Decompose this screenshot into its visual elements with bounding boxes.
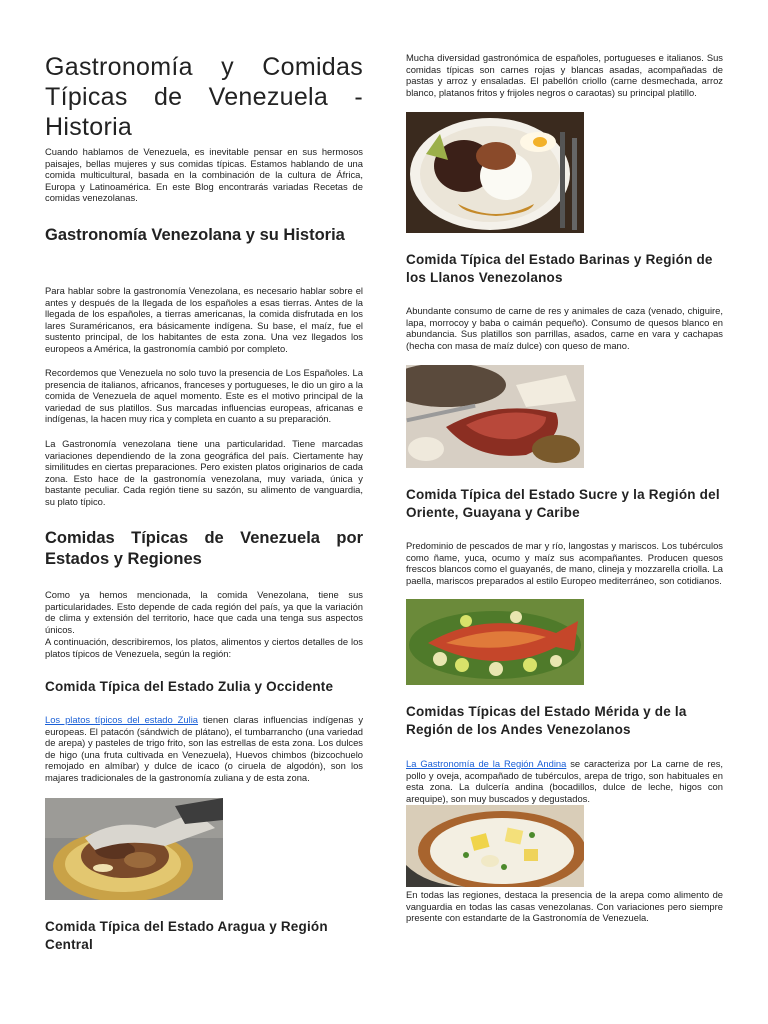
zulia-paragraph <box>45 714 363 783</box>
zulia-heading: Comida Típica del Estado Zulia y Occidente <box>45 679 334 694</box>
historia-paragraph-3: La Gastronomía venezolana tiene una particularidad. Tiene marcadas variaciones dependiendo de la zona geográfica del país. Ciertamente hay similitudes en ciertas preparaciones. Pero existen platos originarios de cada zona. Esto hace de la gastronomía venezolana, muy variada, única y bastante peculiar. Cada región tiene su sazón, su alimento de vanguardia, su plato típico. <box>45 438 363 507</box>
central-paragraph: Mucha diversidad gastronómica de españoles, portugueses e italianos. Sus comidas típicas son carnes rojas y blancas asadas, acompañadas de pastas y arroz y ensaladas. El pabellón criollo (carne desmechada, arroz blanco, platanos fritos y frijoles negros o caraotas) su principal platillo. <box>406 52 723 98</box>
zulia-link[interactable]: Los platos típicos del estado Zulia <box>45 714 199 725</box>
merida-text: se caracteriza por La carne de res, pollo y oveja, acompañado de tubérculos, arepa de trigo, son habituales en esta zona. La dulcería andina (bocadillos, dulce de leche, higos con arequipe), son muy buscados y degustados. <box>406 758 724 804</box>
page-title: Gastronomía y Comidas Típicas de Venezuela - Historia <box>45 53 363 141</box>
merida-paragraph <box>406 758 723 804</box>
aragua-heading: Comida Típica del Estado Aragua y Región Central <box>45 919 328 952</box>
section-heading-estados: Comidas Típicas de Venezuela por Estados y Regiones <box>45 529 363 568</box>
merida-heading: Comidas Típicas del Estado Mérida y de la Región de los Andes Venezolanos <box>406 704 687 737</box>
sucre-paragraph: Predominio de pescados de mar y río, langostas y mariscos. Los tubérculos como ñame, yuca, ocumo y maíz sus acompañantes. Producen quesos frescos blancos como el guayanés, de mano, clineja y mozzarella criolla. La paella, mariscos preparados al estilo Europeo mediterráneo, son cotidianos. <box>406 540 723 586</box>
patacon-photo <box>45 798 223 900</box>
barinas-paragraph: Abundante consumo de carne de res y animales de caza (venado, chiguire, lapa, morrocoy y baba o caimán pequeño). Consumo de quesos blanco en abundancia. Sus platillos son parrillas, asados, carne en vara y cachapas (hecha con masa de maíz dulce) con queso de mano. <box>406 305 723 351</box>
sucre-heading: Comida Típica del Estado Sucre y la Región del Oriente, Guayana y Caribe <box>406 487 720 520</box>
section-heading-historia: Gastronomía Venezolana y su Historia <box>45 226 345 244</box>
zulia-text: tienen claras influencias indígenas y europeas. El patacón (sándwich de plátano), el tumbarrancho (una variedad de arepa) y pasteles de trigo frito, son las estrellas de esta zona. Los dulces de higo (una fruta cultivada en Venezuela), Huevos chimbos (bizcochuelo remojado en almíbar) y dulce de icaco (o ciruela de algodón), son los majares tradicionales de la gastronomía zuliana y de esta zona. <box>45 714 364 783</box>
carne-asada-photo <box>406 365 584 468</box>
closing-paragraph: En todas las regiones, destaca la presencia de la arepa como alimento de vanguardia en todas las casas venezolanas. Con variaciones pero siempre presente con estandarte de la Gastronomía de Venezuela. <box>406 889 723 923</box>
historia-paragraph-1: Para hablar sobre la gastronomía Venezolana, es necesario hablar sobre el antes y después de la llegada de los españoles a esas tierras. Antes de la llegada de los españoles, a tierras americanas, la comida disfrutada en los lares Suraméricanos, era básicamente indígena. Su base, el maíz, fue el sustento principal, de los habitantes de esta zona. Una vez llegados los europeos a América, la gastronomía cambió por completo. <box>45 285 363 354</box>
estados-paragraph-1: Como ya hemos mencionada, la comida Venezolana, tiene sus particularidades. Esto depende de cada región del país, ya que la variación de clima y extensión del territorio, hace que cada una tenga sus aspectos únicos. <box>45 589 363 635</box>
estados-paragraph-2: A continuación, describiremos, los platos, alimentos y ciertos detalles de los platos típicos de Venezuela, según la región: <box>45 636 363 659</box>
pescado-frito-photo <box>406 599 584 685</box>
pizca-andina-photo <box>406 805 584 887</box>
barinas-heading: Comida Típica del Estado Barinas y Región de los Llanos Venezolanos <box>406 252 713 285</box>
intro-paragraph: Cuando hablamos de Venezuela, es inevitable pensar en sus hermosos paisajes, bellas mujeres y sus comidas típicas. Estamos hablando de una comida multicultural, basada en la combinación de la cultura de África, Europa y Latinoamérica. En este Blog encontrarás variadas Recetas de comidas venezolanas. <box>45 146 363 203</box>
historia-paragraph-2: Recordemos que Venezuela no solo tuvo la presencia de Los Españoles. La presencia de italianos, africanos, franceses y portugueses, le dio un giro a la comida de Venezuela de aquel momento. Este es el motivo principal de la variedad de sus platillos. Sus marcadas influencias europeas, africanas e indígenas, la hacen muy rica y completa en cuanto a su preparación. <box>45 367 363 424</box>
merida-link[interactable]: La Gastronomía de la Región Andina <box>406 758 567 769</box>
pabellon-photo <box>406 112 584 233</box>
